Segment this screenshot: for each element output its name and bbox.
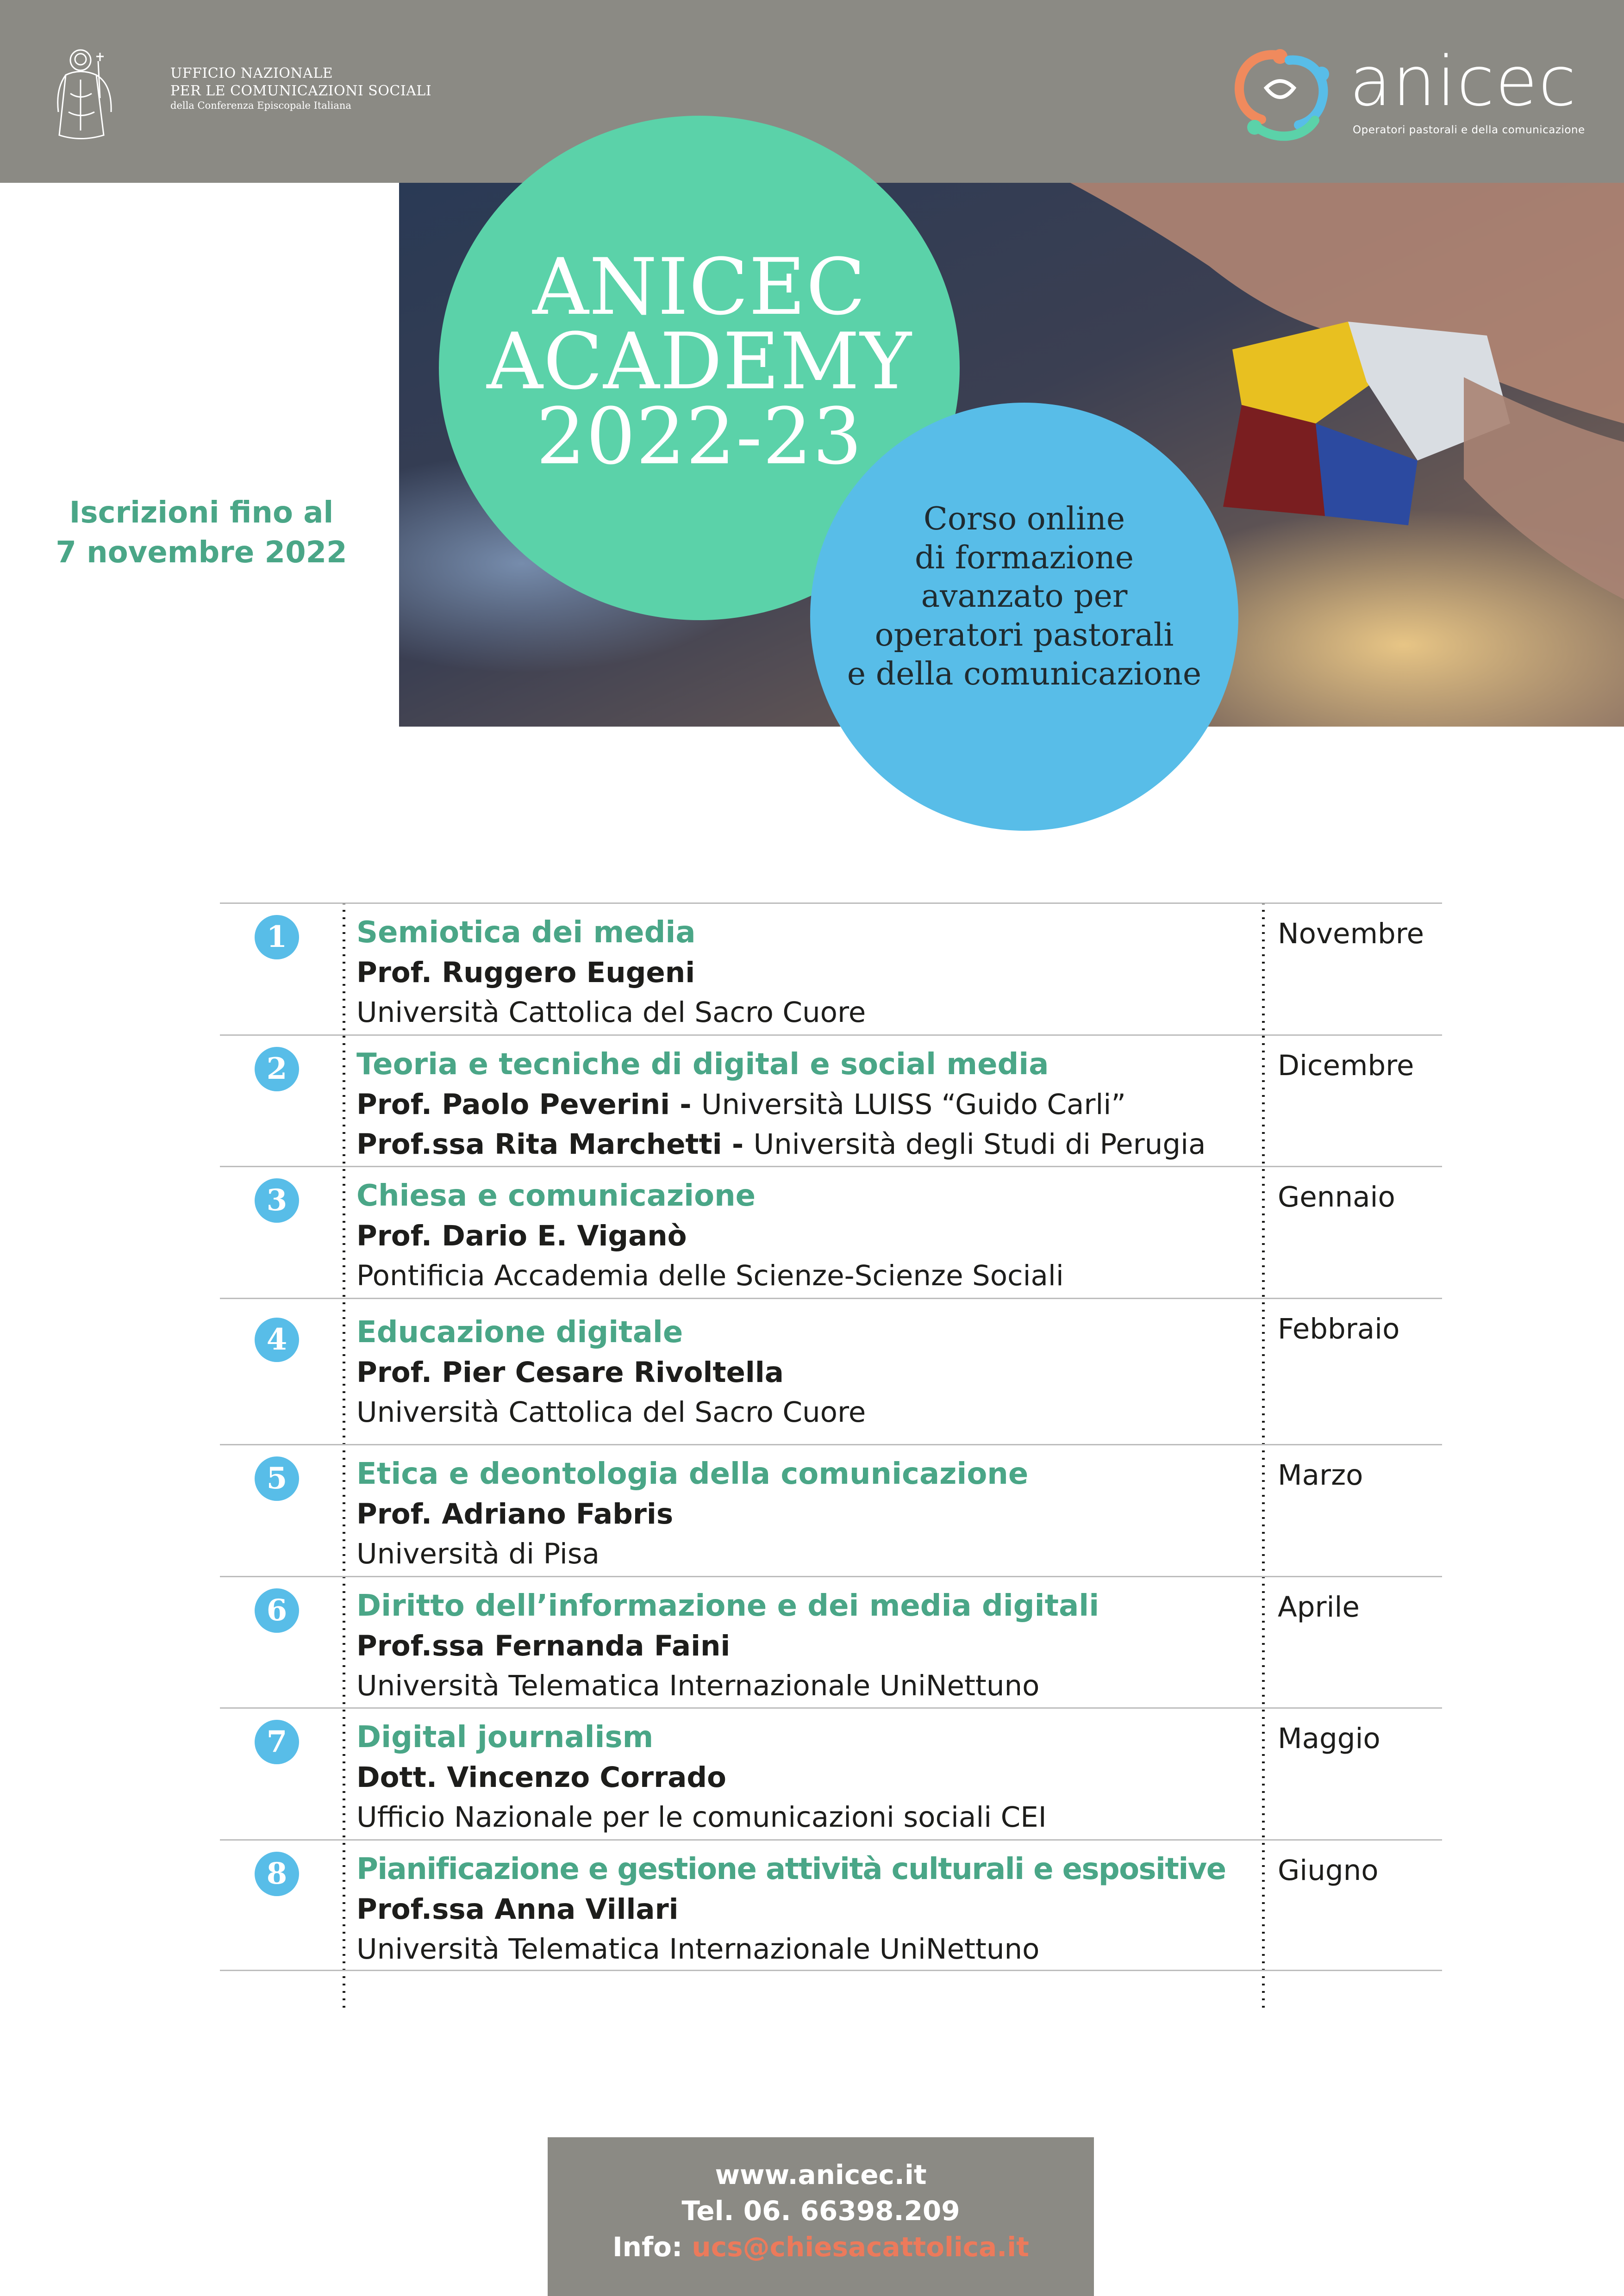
course-month: Gennaio [1278, 1181, 1395, 1213]
course-teacher-line [356, 1494, 1282, 1534]
course-affiliation-line [356, 1929, 1282, 1969]
website-link[interactable]: www.anicec.it [715, 2159, 927, 2190]
course-row-5 [220, 1444, 1442, 1576]
course-teacher-line [356, 1626, 1282, 1666]
affiliation: Ufficio Nazionale per le comunicazioni sociali CEI [356, 1801, 1047, 1834]
course-month: Febbraio [1278, 1313, 1400, 1345]
course-month: Marzo [1278, 1459, 1363, 1492]
course-teacher-line [356, 1353, 1282, 1393]
teacher-name: Prof.ssa Anna Villari [356, 1893, 679, 1926]
course-teacher-line [356, 1085, 1282, 1125]
ucs-office-name [170, 65, 431, 112]
teacher-name-2: Prof.ssa Rita Marchetti - [356, 1128, 754, 1161]
subtitle-line-5: e della comunicazione [847, 655, 1202, 692]
course-row-7 [220, 1707, 1442, 1839]
course-teacher-line [356, 1758, 1282, 1798]
teacher-name: Prof. Pier Cesare Rivoltella [356, 1356, 784, 1389]
teacher-name: Prof. Ruggero Eugeni [356, 956, 695, 989]
info-label: Info: [612, 2231, 692, 2263]
affiliation: Università Cattolica del Sacro Cuore [356, 1396, 866, 1429]
course-number-badge: 4 [255, 1318, 299, 1362]
course-title: Digital journalism [356, 1720, 654, 1755]
subtitle-line-1: Corso online [923, 501, 1125, 537]
course-month: Giugno [1278, 1854, 1379, 1887]
anicec-wordmark: anicec [1349, 42, 1577, 121]
course-affiliation-line [356, 1666, 1282, 1706]
subtitle-line-2: di formazione [914, 539, 1134, 576]
course-title: Etica e deontologia della comunicazione [356, 1457, 1029, 1491]
course-title: Teoria e tecniche di digital e social media [356, 1047, 1049, 1082]
registration-deadline [28, 493, 375, 573]
ucs-line-3: della Conferenza Episcopale Italiana [170, 100, 351, 111]
course-details [356, 1849, 1282, 1969]
course-number-badge: 6 [255, 1588, 299, 1633]
title-line-2: ACADEMY [487, 316, 912, 407]
academy-title [439, 242, 960, 482]
course-title: Educazione digitale [356, 1315, 683, 1350]
course-subtitle [810, 500, 1238, 693]
contact-box [548, 2137, 1094, 2296]
course-table [220, 902, 1442, 2013]
course-affiliation-line [356, 1393, 1282, 1432]
course-month: Maggio [1278, 1722, 1380, 1755]
teacher-name: Dott. Vincenzo Corrado [356, 1761, 726, 1794]
title-line-3: 2022-23 [536, 391, 863, 482]
deadline-line-2: 7 novembre 2022 [56, 535, 347, 570]
course-affiliation-line [356, 1798, 1282, 1837]
course-details [356, 1044, 1282, 1164]
affiliation: Università Telematica Internazionale UniNettuno [356, 1933, 1040, 1966]
teacher-name: Prof. Paolo Peverini - [356, 1088, 701, 1121]
course-teacher-line [356, 1890, 1282, 1929]
ucs-line-2: PER LE COMUNICAZIONI SOCIALI [170, 82, 432, 99]
course-row-3 [220, 1166, 1442, 1298]
course-details [356, 1312, 1282, 1432]
subtitle-line-3: avanzato per [921, 578, 1128, 615]
course-affiliation-line [356, 1256, 1282, 1296]
course-number-badge: 1 [255, 915, 299, 959]
phone-number: Tel. 06. 66398.209 [681, 2195, 960, 2227]
course-affiliation-line [356, 1534, 1282, 1574]
affiliation: Università degli Studi di Perugia [753, 1128, 1206, 1161]
course-affiliation-line [356, 993, 1282, 1033]
email-link[interactable]: ucs@chiesacattolica.it [692, 2231, 1029, 2263]
course-teacher-line [356, 953, 1282, 993]
course-row-1 [220, 902, 1442, 1034]
course-details [356, 1586, 1282, 1706]
affiliation: Università di Pisa [356, 1537, 600, 1570]
course-details [356, 1454, 1282, 1574]
course-month: Novembre [1278, 917, 1424, 950]
course-number-badge: 8 [255, 1852, 299, 1896]
course-details [356, 1717, 1282, 1837]
affiliation: Università Telematica Internazionale UniNettuno [356, 1669, 1040, 1702]
teacher-name: Prof.ssa Fernanda Faini [356, 1630, 731, 1662]
course-title: Chiesa e comunicazione [356, 1179, 756, 1213]
ucs-saint-logo-icon [52, 43, 117, 144]
course-number-badge: 5 [255, 1456, 299, 1501]
course-row-8 [220, 1839, 1442, 1971]
course-details [356, 912, 1282, 1033]
course-title: Diritto dell’informazione e dei media digitali [356, 1589, 1099, 1623]
course-row-6 [220, 1576, 1442, 1707]
course-number-badge: 2 [255, 1047, 299, 1091]
deadline-line-1: Iscrizioni fino al [69, 496, 334, 530]
ucs-line-1: UFFICIO NAZIONALE [170, 65, 333, 81]
course-teacher-line [356, 1216, 1282, 1256]
course-number-badge: 3 [255, 1178, 299, 1223]
affiliation: Università Cattolica del Sacro Cuore [356, 996, 866, 1029]
anicec-tagline: Operatori pastorali e della comunicazione [1353, 124, 1585, 136]
teacher-affiliation: Università LUISS “Guido Carli” [701, 1088, 1126, 1121]
course-row-2 [220, 1034, 1442, 1166]
course-affiliation-line [356, 1125, 1282, 1164]
course-month: Aprile [1278, 1591, 1360, 1624]
info-line [548, 2229, 1094, 2265]
title-line-1: ANICEC [532, 242, 866, 332]
course-title: Semiotica dei media [356, 915, 696, 950]
course-month: Dicembre [1278, 1049, 1414, 1082]
course-title: Pianificazione e gestione attività culturali e espositive [356, 1852, 1226, 1886]
anicec-logo-icon [1229, 46, 1336, 146]
affiliation: Pontificia Accademia delle Scienze-Scienze Sociali [356, 1259, 1064, 1292]
course-details [356, 1176, 1282, 1296]
teacher-name: Prof. Dario E. Viganò [356, 1220, 687, 1252]
course-number-badge: 7 [255, 1720, 299, 1764]
course-row-4 [220, 1298, 1442, 1444]
teacher-name: Prof. Adriano Fabris [356, 1498, 674, 1531]
subtitle-line-4: operatori pastorali [874, 616, 1174, 653]
